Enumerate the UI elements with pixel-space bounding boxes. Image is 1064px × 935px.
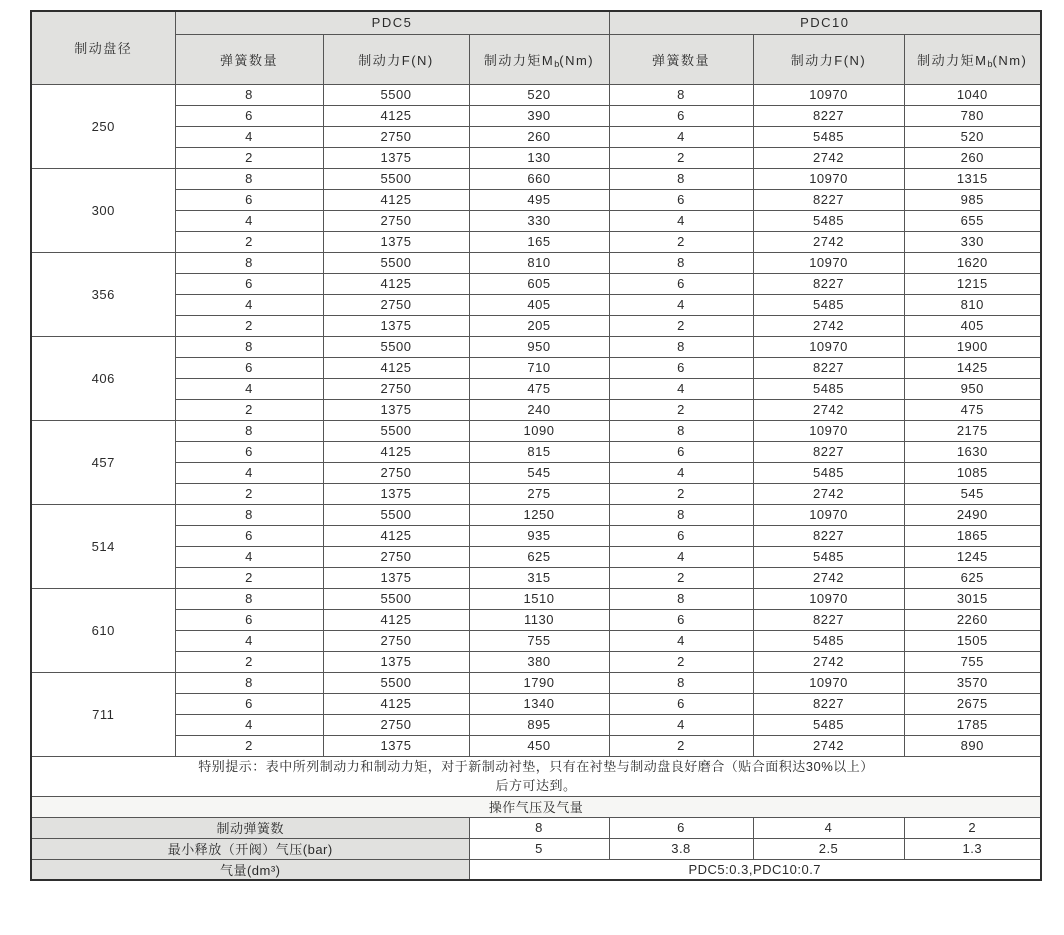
value-cell: 10970 — [753, 252, 904, 273]
value-cell: 10970 — [753, 336, 904, 357]
data-row — [31, 252, 1041, 273]
value-cell: 4125 — [323, 609, 469, 630]
value-cell: 2 — [609, 651, 753, 672]
value-cell: 605 — [469, 273, 609, 294]
data-row — [31, 399, 1041, 420]
value-cell: 10970 — [753, 672, 904, 693]
value-cell: 2 — [609, 147, 753, 168]
disc-diameter-cell: 514 — [31, 504, 175, 588]
value-cell: 2750 — [323, 546, 469, 567]
value-cell: 1375 — [323, 315, 469, 336]
value-cell: 4 — [175, 714, 323, 735]
value-cell: 2 — [609, 735, 753, 756]
value-cell: 6 — [609, 441, 753, 462]
value-cell: 130 — [469, 147, 609, 168]
value-cell: 4 — [609, 210, 753, 231]
value-cell: 2750 — [323, 294, 469, 315]
value-cell: 8227 — [753, 273, 904, 294]
value-cell: 6 — [175, 693, 323, 714]
value-cell: 275 — [469, 483, 609, 504]
disc-diameter-header: 制动盘径 — [31, 11, 175, 84]
data-row — [31, 84, 1041, 105]
value-cell: 1215 — [904, 273, 1041, 294]
pdc5-brake-torque-header — [469, 34, 609, 84]
value-cell: 8 — [609, 672, 753, 693]
spring-count-value: 4 — [753, 817, 904, 838]
value-cell: 2 — [609, 315, 753, 336]
value-cell: 1375 — [323, 147, 469, 168]
value-cell: 8 — [175, 84, 323, 105]
data-row — [31, 147, 1041, 168]
value-cell: 8 — [175, 588, 323, 609]
value-cell: 5485 — [753, 378, 904, 399]
value-cell: 985 — [904, 189, 1041, 210]
torque-label-subscript: b — [987, 58, 993, 69]
disc-diameter-cell: 457 — [31, 420, 175, 504]
value-cell: 8 — [609, 504, 753, 525]
data-row — [31, 441, 1041, 462]
brake-spring-count-label: 制动弹簧数 — [31, 817, 469, 838]
value-cell: 1785 — [904, 714, 1041, 735]
value-cell: 1375 — [323, 735, 469, 756]
value-cell: 1375 — [323, 399, 469, 420]
value-cell: 8 — [609, 84, 753, 105]
air-section-title-row — [31, 796, 1041, 817]
value-cell: 4125 — [323, 525, 469, 546]
value-cell: 3015 — [904, 588, 1041, 609]
spring-count-value: 8 — [469, 817, 609, 838]
value-cell: 380 — [469, 651, 609, 672]
value-cell: 4 — [175, 294, 323, 315]
value-cell: 10970 — [753, 84, 904, 105]
value-cell: 8 — [175, 252, 323, 273]
value-cell: 4125 — [323, 357, 469, 378]
value-cell: 5485 — [753, 462, 904, 483]
value-cell: 4 — [175, 546, 323, 567]
note-line-1: 特别提示：表中所列制动力和制动力矩，对于新制动衬垫，只有在衬垫与制动盘良好磨合（贴合面积达30%以上） — [198, 758, 874, 774]
value-cell: 2 — [175, 735, 323, 756]
value-cell: 8227 — [753, 525, 904, 546]
air-section-title: 操作气压及气量 — [31, 796, 1041, 817]
value-cell: 475 — [904, 399, 1041, 420]
value-cell: 240 — [469, 399, 609, 420]
torque-label-prefix: 制动力矩M — [917, 52, 988, 68]
torque-label-subscript: b — [554, 58, 560, 69]
value-cell: 520 — [469, 84, 609, 105]
value-cell: 625 — [469, 546, 609, 567]
data-row — [31, 210, 1041, 231]
value-cell: 815 — [469, 441, 609, 462]
value-cell: 8227 — [753, 105, 904, 126]
value-cell: 8 — [175, 672, 323, 693]
value-cell: 2750 — [323, 210, 469, 231]
torque-label-unit: (Nm) — [559, 52, 595, 68]
value-cell: 8 — [609, 588, 753, 609]
value-cell: 10970 — [753, 588, 904, 609]
value-cell: 2 — [175, 567, 323, 588]
value-cell: 5485 — [753, 630, 904, 651]
value-cell: 5500 — [323, 252, 469, 273]
value-cell: 8 — [609, 420, 753, 441]
data-row — [31, 231, 1041, 252]
value-cell: 4 — [175, 630, 323, 651]
value-cell: 2 — [609, 399, 753, 420]
header-row-groups — [31, 11, 1041, 34]
data-row — [31, 420, 1041, 441]
value-cell: 5500 — [323, 84, 469, 105]
spec-table-footer — [31, 756, 1041, 880]
special-note — [31, 756, 1041, 796]
release-pressure-value: 5 — [469, 838, 609, 859]
data-row — [31, 357, 1041, 378]
value-cell: 6 — [175, 105, 323, 126]
header-row-columns — [31, 34, 1041, 84]
value-cell: 2 — [175, 147, 323, 168]
value-cell: 6 — [175, 441, 323, 462]
spec-table-header — [31, 11, 1041, 84]
value-cell: 4125 — [323, 693, 469, 714]
value-cell: 1510 — [469, 588, 609, 609]
value-cell: 4125 — [323, 441, 469, 462]
value-cell: 950 — [469, 336, 609, 357]
value-cell: 1865 — [904, 525, 1041, 546]
value-cell: 330 — [469, 210, 609, 231]
value-cell: 390 — [469, 105, 609, 126]
value-cell: 5485 — [753, 546, 904, 567]
value-cell: 5485 — [753, 714, 904, 735]
value-cell: 810 — [469, 252, 609, 273]
value-cell: 2 — [609, 483, 753, 504]
pdc10-brake-force-header: 制动力F(N) — [753, 34, 904, 84]
air-volume-row — [31, 859, 1041, 880]
value-cell: 2 — [175, 315, 323, 336]
value-cell: 625 — [904, 567, 1041, 588]
value-cell: 6 — [175, 357, 323, 378]
value-cell: 5500 — [323, 672, 469, 693]
value-cell: 8 — [609, 168, 753, 189]
value-cell: 10970 — [753, 504, 904, 525]
value-cell: 8227 — [753, 693, 904, 714]
value-cell: 1375 — [323, 651, 469, 672]
data-row — [31, 714, 1041, 735]
value-cell: 1425 — [904, 357, 1041, 378]
value-cell: 2742 — [753, 483, 904, 504]
brake-spring-count-row — [31, 817, 1041, 838]
value-cell: 2 — [609, 231, 753, 252]
value-cell: 8 — [609, 252, 753, 273]
value-cell: 1315 — [904, 168, 1041, 189]
value-cell: 205 — [469, 315, 609, 336]
value-cell: 890 — [904, 735, 1041, 756]
value-cell: 2742 — [753, 567, 904, 588]
value-cell: 2750 — [323, 462, 469, 483]
value-cell: 1250 — [469, 504, 609, 525]
value-cell: 1630 — [904, 441, 1041, 462]
value-cell: 315 — [469, 567, 609, 588]
data-row — [31, 567, 1041, 588]
value-cell: 5500 — [323, 420, 469, 441]
data-row — [31, 630, 1041, 651]
value-cell: 5500 — [323, 336, 469, 357]
pdc5-spring-qty-header: 弹簧数量 — [175, 34, 323, 84]
value-cell: 405 — [904, 315, 1041, 336]
value-cell: 1340 — [469, 693, 609, 714]
value-cell: 520 — [904, 126, 1041, 147]
value-cell: 1375 — [323, 567, 469, 588]
value-cell: 6 — [175, 273, 323, 294]
data-row — [31, 651, 1041, 672]
data-row — [31, 693, 1041, 714]
value-cell: 4 — [175, 462, 323, 483]
value-cell: 3570 — [904, 672, 1041, 693]
release-pressure-value: 1.3 — [904, 838, 1041, 859]
value-cell: 4 — [609, 378, 753, 399]
air-volume-label: 气量(dm³) — [31, 859, 469, 880]
data-row — [31, 735, 1041, 756]
value-cell: 935 — [469, 525, 609, 546]
data-row — [31, 504, 1041, 525]
value-cell: 2 — [175, 399, 323, 420]
torque-label-unit: (Nm) — [992, 52, 1028, 68]
value-cell: 6 — [175, 609, 323, 630]
value-cell: 1090 — [469, 420, 609, 441]
value-cell: 545 — [904, 483, 1041, 504]
value-cell: 2 — [175, 483, 323, 504]
value-cell: 1085 — [904, 462, 1041, 483]
value-cell: 495 — [469, 189, 609, 210]
data-row — [31, 462, 1041, 483]
value-cell: 8 — [175, 336, 323, 357]
value-cell: 950 — [904, 378, 1041, 399]
value-cell: 2 — [175, 231, 323, 252]
value-cell: 5485 — [753, 126, 904, 147]
value-cell: 655 — [904, 210, 1041, 231]
release-pressure-value: 3.8 — [609, 838, 753, 859]
value-cell: 4125 — [323, 273, 469, 294]
release-pressure-label: 最小释放（开阀）气压(bar) — [31, 838, 469, 859]
value-cell: 6 — [609, 189, 753, 210]
value-cell: 260 — [904, 147, 1041, 168]
disc-diameter-cell: 250 — [31, 84, 175, 168]
value-cell: 6 — [175, 189, 323, 210]
brake-spec-table — [30, 10, 1042, 881]
data-row — [31, 672, 1041, 693]
value-cell: 165 — [469, 231, 609, 252]
value-cell: 2675 — [904, 693, 1041, 714]
value-cell: 4 — [609, 546, 753, 567]
pdc10-brake-torque-header — [904, 34, 1041, 84]
data-row — [31, 294, 1041, 315]
release-pressure-value: 2.5 — [753, 838, 904, 859]
value-cell: 8227 — [753, 609, 904, 630]
value-cell: 8 — [175, 504, 323, 525]
value-cell: 6 — [609, 273, 753, 294]
value-cell: 4 — [175, 378, 323, 399]
data-row — [31, 105, 1041, 126]
value-cell: 2175 — [904, 420, 1041, 441]
value-cell: 4 — [609, 126, 753, 147]
value-cell: 8227 — [753, 441, 904, 462]
value-cell: 2750 — [323, 126, 469, 147]
pdc5-brake-force-header: 制动力F(N) — [323, 34, 469, 84]
value-cell: 5500 — [323, 168, 469, 189]
data-row — [31, 483, 1041, 504]
value-cell: 450 — [469, 735, 609, 756]
value-cell: 10970 — [753, 168, 904, 189]
value-cell: 8227 — [753, 357, 904, 378]
value-cell: 2742 — [753, 735, 904, 756]
data-row — [31, 126, 1041, 147]
value-cell: 2750 — [323, 714, 469, 735]
value-cell: 2750 — [323, 378, 469, 399]
disc-diameter-cell: 610 — [31, 588, 175, 672]
value-cell: 1505 — [904, 630, 1041, 651]
disc-diameter-cell: 300 — [31, 168, 175, 252]
value-cell: 2750 — [323, 630, 469, 651]
value-cell: 1900 — [904, 336, 1041, 357]
data-row — [31, 546, 1041, 567]
value-cell: 8 — [175, 168, 323, 189]
data-row — [31, 525, 1041, 546]
value-cell: 475 — [469, 378, 609, 399]
value-cell: 5500 — [323, 588, 469, 609]
value-cell: 755 — [469, 630, 609, 651]
value-cell: 1130 — [469, 609, 609, 630]
data-row — [31, 168, 1041, 189]
value-cell: 6 — [609, 525, 753, 546]
value-cell: 330 — [904, 231, 1041, 252]
value-cell: 5485 — [753, 294, 904, 315]
spring-count-value: 2 — [904, 817, 1041, 838]
value-cell: 8 — [175, 420, 323, 441]
value-cell: 2490 — [904, 504, 1041, 525]
value-cell: 260 — [469, 126, 609, 147]
spec-table-body — [31, 84, 1041, 756]
spring-count-value: 6 — [609, 817, 753, 838]
value-cell: 8227 — [753, 189, 904, 210]
value-cell: 1375 — [323, 483, 469, 504]
value-cell: 1040 — [904, 84, 1041, 105]
data-row — [31, 378, 1041, 399]
value-cell: 1620 — [904, 252, 1041, 273]
value-cell: 2742 — [753, 651, 904, 672]
value-cell: 6 — [175, 525, 323, 546]
value-cell: 10970 — [753, 420, 904, 441]
note-row — [31, 756, 1041, 796]
value-cell: 2 — [609, 567, 753, 588]
value-cell: 755 — [904, 651, 1041, 672]
value-cell: 1790 — [469, 672, 609, 693]
disc-diameter-cell: 356 — [31, 252, 175, 336]
value-cell: 4125 — [323, 189, 469, 210]
value-cell: 1375 — [323, 231, 469, 252]
disc-diameter-cell: 406 — [31, 336, 175, 420]
value-cell: 2742 — [753, 315, 904, 336]
note-line-2: 后方可达到。 — [495, 778, 577, 793]
pdc10-group-header: PDC10 — [609, 11, 1041, 34]
data-row — [31, 336, 1041, 357]
value-cell: 6 — [609, 693, 753, 714]
data-row — [31, 609, 1041, 630]
disc-diameter-cell: 711 — [31, 672, 175, 756]
value-cell: 4 — [609, 630, 753, 651]
value-cell: 710 — [469, 357, 609, 378]
value-cell: 6 — [609, 105, 753, 126]
torque-label-prefix: 制动力矩M — [483, 52, 555, 68]
value-cell: 4 — [175, 210, 323, 231]
value-cell: 895 — [469, 714, 609, 735]
data-row — [31, 315, 1041, 336]
value-cell: 1245 — [904, 546, 1041, 567]
data-row — [31, 588, 1041, 609]
data-row — [31, 273, 1041, 294]
value-cell: 5485 — [753, 210, 904, 231]
value-cell: 4 — [609, 462, 753, 483]
air-volume-value: PDC5:0.3,PDC10:0.7 — [469, 859, 1041, 880]
value-cell: 780 — [904, 105, 1041, 126]
value-cell: 660 — [469, 168, 609, 189]
release-pressure-row — [31, 838, 1041, 859]
value-cell: 545 — [469, 462, 609, 483]
value-cell: 6 — [609, 609, 753, 630]
data-row — [31, 189, 1041, 210]
pdc10-spring-qty-header: 弹簧数量 — [609, 34, 753, 84]
value-cell: 810 — [904, 294, 1041, 315]
value-cell: 4125 — [323, 105, 469, 126]
value-cell: 2742 — [753, 399, 904, 420]
value-cell: 4 — [609, 294, 753, 315]
value-cell: 8 — [609, 336, 753, 357]
value-cell: 2260 — [904, 609, 1041, 630]
value-cell: 2742 — [753, 231, 904, 252]
value-cell: 6 — [609, 357, 753, 378]
value-cell: 405 — [469, 294, 609, 315]
value-cell: 2742 — [753, 147, 904, 168]
value-cell: 4 — [175, 126, 323, 147]
value-cell: 2 — [175, 651, 323, 672]
value-cell: 4 — [609, 714, 753, 735]
pdc5-group-header: PDC5 — [175, 11, 609, 34]
value-cell: 5500 — [323, 504, 469, 525]
